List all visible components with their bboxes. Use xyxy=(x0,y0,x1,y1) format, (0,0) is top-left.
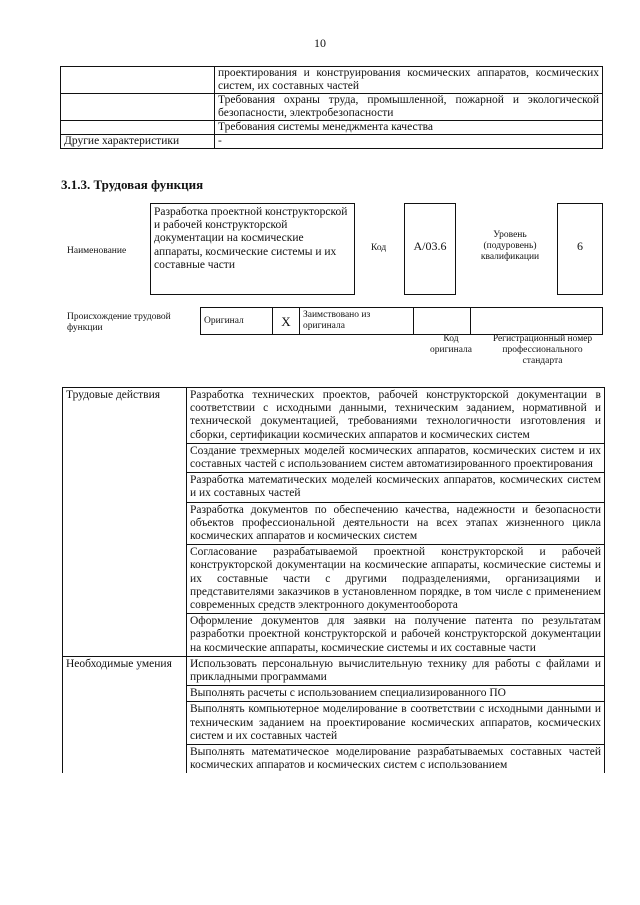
original-cell: Оригинал xyxy=(201,308,273,335)
origin-label: Происхождение трудовой функции xyxy=(67,312,171,333)
characteristics-table xyxy=(60,66,603,149)
table-cell: Создание трехмерных моделей космических аппаратов, космических систем и их составных частей с использованием систем автоматизированного проектирования xyxy=(187,443,605,472)
table-row xyxy=(63,443,605,472)
table-cell: Разработка математических моделей космических аппаратов, космических систем и их составных частей xyxy=(187,473,605,502)
section-title: 3.1.3. Трудовая функция xyxy=(61,177,204,192)
table-row xyxy=(63,656,605,685)
group-header: Трудовые действия xyxy=(63,388,187,444)
labor-function-table xyxy=(62,387,605,773)
table-cell: Выполнять расчеты с использованием специализированного ПО xyxy=(187,686,605,702)
table-row xyxy=(61,121,603,135)
reg-number-caption: Регистрационный номер профессионального стандарта xyxy=(492,334,593,366)
table-row xyxy=(63,388,605,444)
table-row xyxy=(61,67,603,94)
row-header xyxy=(61,67,215,94)
table-row xyxy=(61,94,603,121)
table-row xyxy=(63,473,605,502)
code-label: Код xyxy=(371,243,387,253)
table-row xyxy=(63,545,605,614)
table-cell: Использовать персональную вычислительную технику для работы с файлами и прикладными программами xyxy=(187,656,605,685)
table-row xyxy=(63,702,605,745)
code-original-cell xyxy=(414,308,471,335)
row-value: Требования системы менеджмента качества xyxy=(215,121,603,135)
table-cell: Оформление документов для заявки на получение патента по результатам разработки проектной конструкторской и рабочей конструкторской документации на космические аппараты, космические системы и их составные части xyxy=(187,614,605,657)
function-code-box: А/03.6 xyxy=(404,203,456,295)
table-row xyxy=(63,745,605,774)
level-label: Уровень (подуровень) квалификации xyxy=(480,230,540,262)
table-cell: Согласование разрабатываемой проектной конструкторской и рабочей конструкторской документации на космические аппараты, космические системы и их составные части с другими подразделениями, организациями и представителями заказчиков в установленном порядке, в том числе с применением современных средств электронного документооборота xyxy=(187,545,605,614)
row-header xyxy=(61,94,215,121)
row-value: проектирования и конструирования космических аппаратов, космических систем, их составных частей xyxy=(215,67,603,94)
origin-table xyxy=(200,307,603,335)
function-name-box: Разработка проектной конструкторской и рабочей конструкторской документации на космические аппараты, космические системы и их составные части xyxy=(150,203,355,295)
borrowed-cell: Заимствовано из оригинала xyxy=(300,308,414,335)
table-cell: Выполнять компьютерное моделирование в соответствии с исходными данными и техническим заданием на проектирование космических аппаратов, космических систем и их составных частей xyxy=(187,702,605,745)
reg-number-cell xyxy=(471,308,603,335)
group-header: Необходимые умения xyxy=(63,656,187,685)
table-row xyxy=(63,686,605,702)
level-value-box: 6 xyxy=(557,203,603,295)
row-header xyxy=(61,121,215,135)
code-original-caption: Код оригинала xyxy=(430,334,472,355)
row-value: Требования охраны труда, промышленной, пожарной и экологической безопасности, электробезопасности xyxy=(215,94,603,121)
name-label: Наименование xyxy=(67,246,127,256)
row-value: - xyxy=(215,135,603,149)
original-mark: X xyxy=(273,308,300,335)
table-cell: Разработка документов по обеспечению качества, надежности и безопасности объектов профессиональной деятельности на всех этапах жизненного цикла космических аппаратов и космических систем xyxy=(187,502,605,545)
page-number: 10 xyxy=(314,36,326,50)
table-row xyxy=(61,135,603,149)
table-cell: Разработка технических проектов, рабочей конструкторской документации в соответствии с исходными данными, техническим заданием, нормативной и технической документацией, требованиями технологичности изготовления и сборки, сертификации космических аппаратов и космических систем xyxy=(187,388,605,444)
table-cell: Выполнять математическое моделирование разрабатываемых составных частей космических аппаратов и космических систем с использованием xyxy=(187,745,605,774)
row-header: Другие характеристики xyxy=(61,135,215,149)
table-row xyxy=(201,308,603,335)
table-row xyxy=(63,614,605,657)
table-row xyxy=(63,502,605,545)
